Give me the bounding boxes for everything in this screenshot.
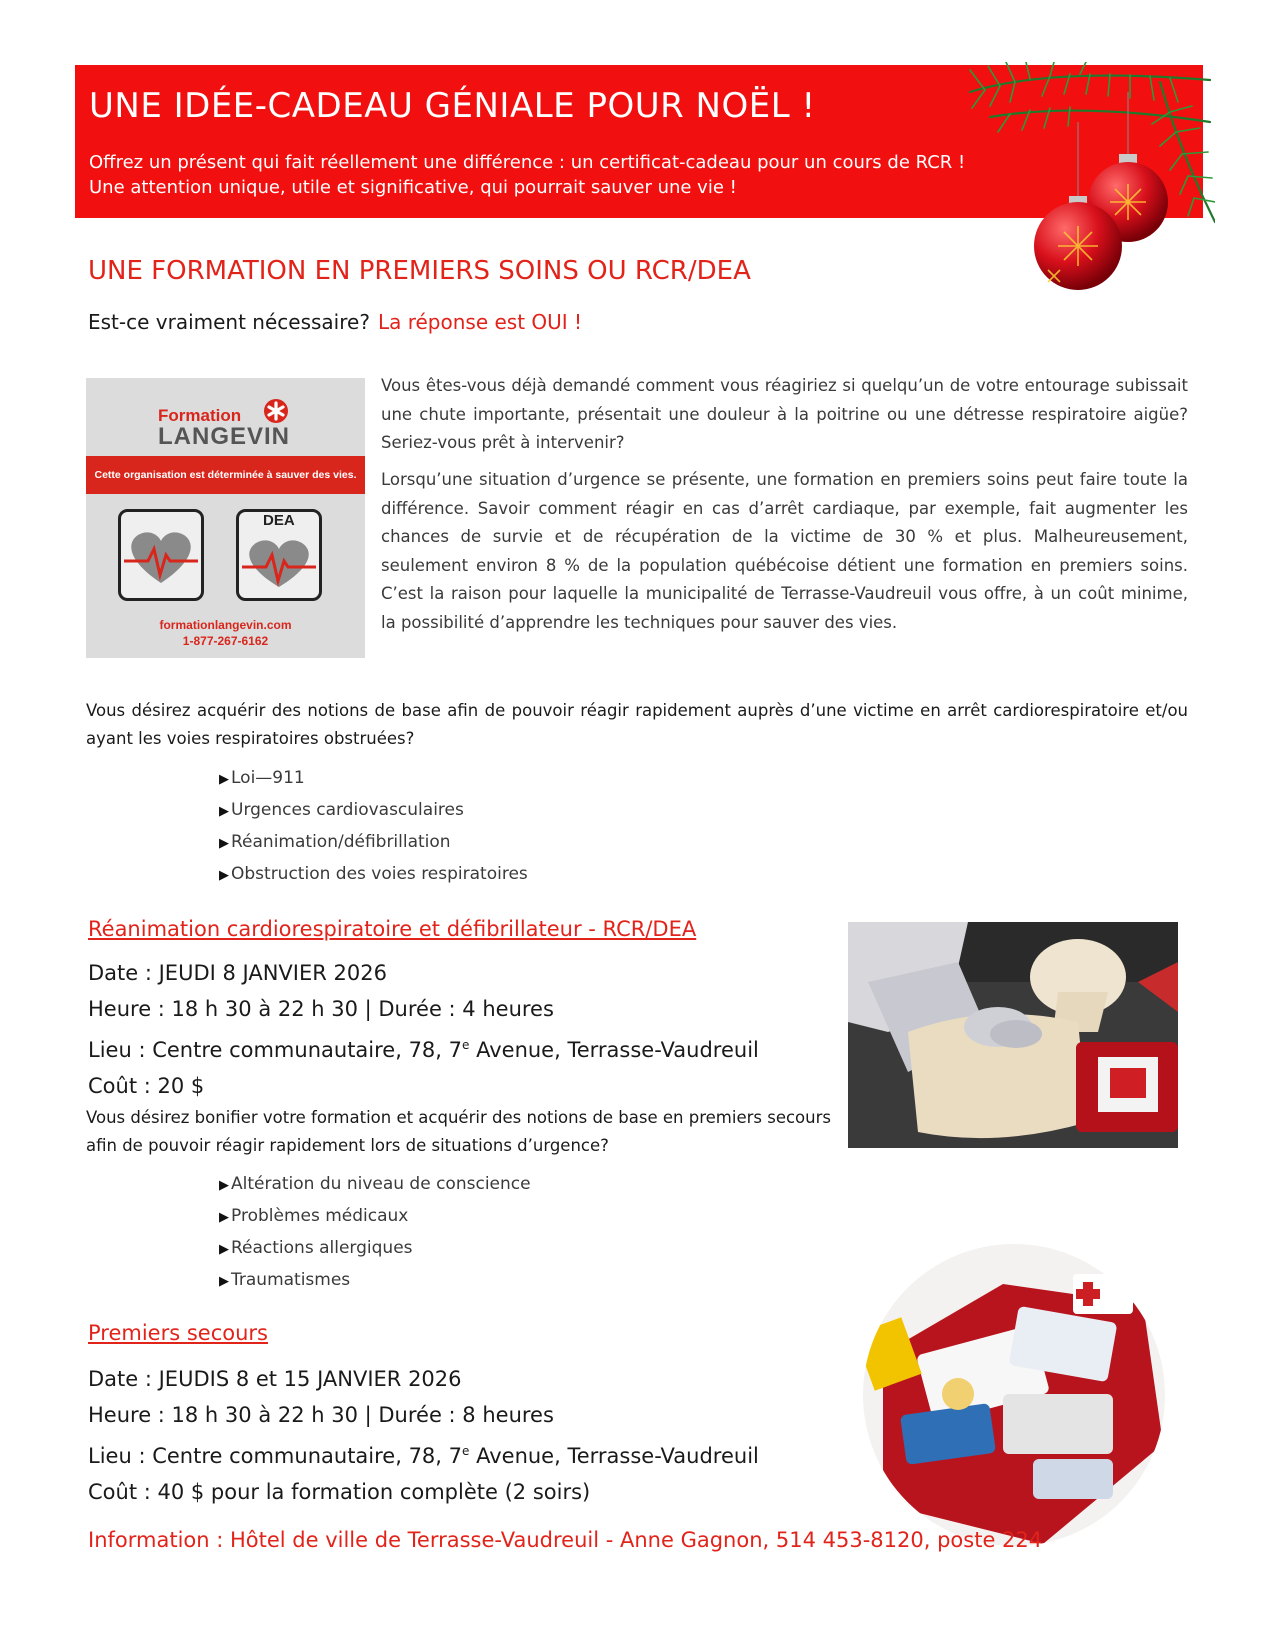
course-first-aid-title[interactable]: Premiers secours	[88, 1321, 268, 1345]
bullet-triangle-icon: ▶	[219, 1178, 229, 1193]
banner-subtitle-line-2: Une attention unique, utile et significative, qui pourrait sauver une vie !	[89, 177, 737, 198]
bullet-triangle-icon: ▶	[219, 1210, 229, 1225]
list-item: ▶ Obstruction des voies respiratoires	[219, 858, 528, 890]
dea-label: DEA	[263, 512, 295, 529]
question-line	[88, 310, 582, 334]
list-item: ▶ Altération du niveau de conscience	[219, 1168, 531, 1200]
answer-text: La réponse est OUI !	[377, 310, 583, 334]
first-aid-topics-list	[219, 1168, 531, 1296]
course-rcr-place: Lieu : Centre communautaire, 78, 7e Avenue, Terrasse-Vaudreuil	[88, 1038, 759, 1062]
star-of-life-icon	[263, 398, 289, 424]
bullet-triangle-icon: ▶	[219, 1242, 229, 1257]
course-first-aid-place: Lieu : Centre communautaire, 78, 7e Avenue, Terrasse-Vaudreuil	[88, 1444, 759, 1468]
course-rcr-details	[88, 955, 759, 1104]
section-title: UNE FORMATION EN PREMIERS SOINS OU RCR/DEA	[88, 256, 751, 286]
logo-brand-top: Formation	[158, 406, 242, 425]
first-aid-prompt: Vous désirez bonifier votre formation et acquérir des notions de base en premiers secours afin de pouvoir réagir rapidement lors de situations d’urgence?	[86, 1108, 831, 1155]
cpr-training-photo	[848, 922, 1178, 1148]
course-rcr-title[interactable]: Réanimation cardiorespiratoire et défibrillateur - RCR/DEA	[88, 917, 697, 941]
list-item: ▶ Problèmes médicaux	[219, 1200, 531, 1232]
logo-phone: 1-877-267-6162	[182, 634, 269, 648]
list-item: ▶ Réanimation/défibrillation	[219, 826, 528, 858]
contact-information: Information : Hôtel de ville de Terrasse-Vaudreuil - Anne Gagnon, 514 453-8120, poste 224	[88, 1528, 1043, 1552]
list-item: ▶ Réactions allergiques	[219, 1232, 531, 1264]
course-rcr-time: Heure : 18 h 30 à 22 h 30 | Durée : 4 heures	[88, 997, 554, 1021]
cpr-prompt: Vous désirez acquérir des notions de base afin de pouvoir réagir rapidement auprès d’une victime en arrêt cardiorespiratoire et/ou ayant les voies respiratoires obstruées?	[86, 701, 1188, 748]
course-first-aid-cost: Coût : 40 $ pour la formation complète (2 soirs)	[88, 1480, 591, 1504]
course-first-aid-date: Date : JEUDIS 8 et 15 JANVIER 2026	[88, 1367, 462, 1391]
logo-tagline: Cette organisation est déterminée à sauver des vies.	[86, 456, 365, 494]
course-rcr-date: Date : JEUDI 8 JANVIER 2026	[88, 961, 387, 985]
list-item: ▶ Traumatismes	[219, 1264, 531, 1296]
banner-title: UNE IDÉE-CADEAU GÉNIALE POUR NOËL !	[89, 86, 816, 126]
list-item: ▶ Loi—911	[219, 762, 528, 794]
formation-langevin-logo-card	[86, 378, 365, 658]
intro-paragraph-1: Vous êtes-vous déjà demandé comment vous réagiriez si quelqu’un de votre entourage subissait une chute importante, présentait une douleur à la poitrine ou une détresse respiratoire aigüe? Seriez-vous prêt à intervenir?	[381, 376, 1188, 452]
first-aid-kit-photo	[863, 1244, 1165, 1546]
question-text: Est-ce vraiment nécessaire?	[88, 310, 370, 334]
logo-website: formationlangevin.com	[159, 618, 292, 632]
christmas-ornaments-icon	[930, 62, 1215, 307]
bullet-triangle-icon: ▶	[219, 836, 229, 851]
course-first-aid-time: Heure : 18 h 30 à 22 h 30 | Durée : 8 heures	[88, 1403, 554, 1427]
heart-cpr-icon	[118, 509, 204, 601]
course-first-aid-details	[88, 1361, 759, 1510]
logo-brand-bottom: LANGEVIN	[158, 423, 291, 450]
intro-paragraph-2: Lorsqu’une situation d’urgence se présente, une formation en premiers soins peut faire toute la différence. Savoir comment réagir en cas d’arrêt cardiaque, par exemple, fait augmenter les chances de survie et de récupération de la victime de 30 % et plus. Malheureusement, seulement environ 8 % de la population québécoise détient une formation en premiers soins. C’est la raison pour laquelle la municipalité de Terrasse-Vaudreuil vous offre, à un coût minime, la possibilité d’apprendre les techniques pour sauver des vies.	[381, 470, 1188, 632]
bullet-triangle-icon: ▶	[219, 804, 229, 819]
course-rcr-cost: Coût : 20 $	[88, 1074, 205, 1098]
bullet-triangle-icon: ▶	[219, 1274, 229, 1289]
bullet-triangle-icon: ▶	[219, 772, 229, 787]
cpr-topics-list	[219, 762, 528, 890]
bullet-triangle-icon: ▶	[219, 868, 229, 883]
banner-subtitle-line-1: Offrez un présent qui fait réellement une différence : un certificat-cadeau pour un cours de RCR !	[89, 152, 966, 173]
list-item: ▶ Urgences cardiovasculaires	[219, 794, 528, 826]
